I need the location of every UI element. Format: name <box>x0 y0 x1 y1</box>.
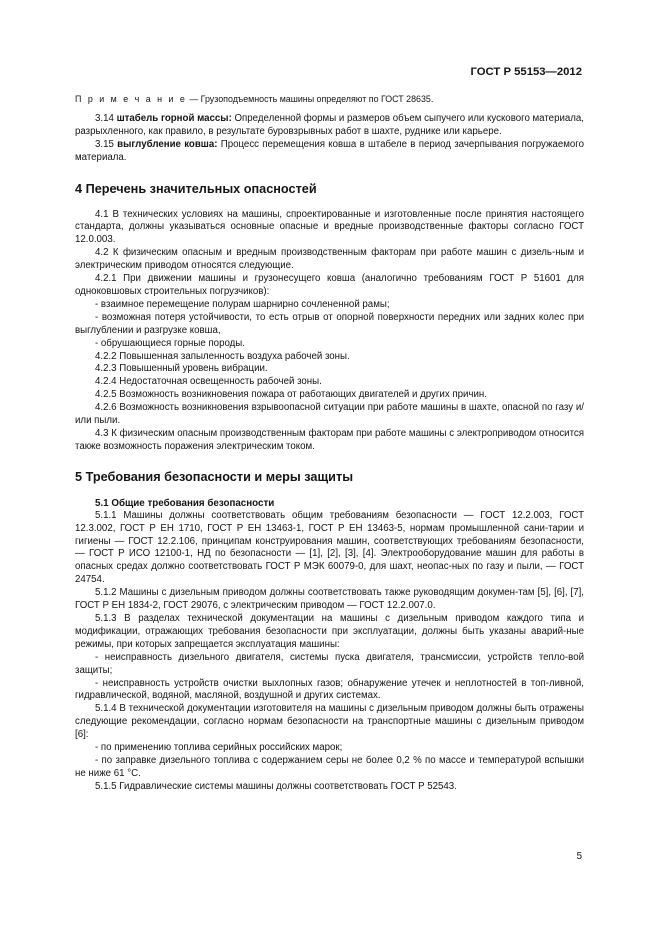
para-4-2-5: 4.2.5 Возможность возникновения пожара от работающих двигателей и других причин. <box>95 389 487 401</box>
bullet-item: - по заправке дизельного топлива с содержанием серы не более 0,2 % по массе и температурой вспышки не ниже 61 °С. <box>75 754 584 779</box>
document-header: ГОСТ Р 55153—2012 <box>470 66 582 78</box>
definition-term: выглубление ковша: <box>117 138 218 150</box>
bullet-item: - неисправность дизельного двигателя, системы пуска двигателя, трансмиссии, устройств тепло-вой защиты; <box>75 651 584 676</box>
para-5-1-4: 5.1.4 В технической документации изготовителя на машины с дизельным приводом должны быть отражены следующие рекомендации, согласно нормам безопасности на транспортные машины с дизельным приводом [6]: <box>75 703 584 741</box>
para-4-2-2: 4.2.2 Повышенная запыленность воздуха рабочей зоны. <box>95 350 350 362</box>
para-4-2-3: 4.2.3 Повышенный уровень вибрации. <box>95 363 268 375</box>
bullet-item: - возможная потеря устойчивости, то есть отрыв от опорной поверхности передних или задних колес при выглублении и разгрузке ковша, <box>75 311 584 336</box>
note <box>75 93 584 106</box>
para-5-1-3: 5.1.3 В разделах технической документации на машины с дизельным приводом каждого типа и модификации, отражающих требования безопасности при эксплуатации, должны быть указаны аварий-ные режимы, при которых запрещается эксплуатация машины: <box>75 613 584 650</box>
bullet-item: - неисправность устройств очистки выхлопных газов; обнаружение утечек и неплотностей в топ-ливной, гидравлической, водяной, масляной, воздушной и других системах. <box>75 677 584 702</box>
para-5-1-2: 5.1.2 Машины с дизельным приводом должны соответствовать также руководящим докумен-там [5], [6], [7], ГОСТ Р ЕН 1834-2, ГОСТ 29076, с электрическим приводом — ГОСТ 12.2.007.0. <box>75 587 584 612</box>
para-4-2-1: 4.2.1 При движении машины и грузонесущего ковша (аналогично требованиям ГОСТ Р 51601 для одноковшовых строительных погрузчиков): <box>75 273 584 297</box>
definition-3-14 <box>75 113 584 139</box>
bullet-item: - по применению топлива серийных российских марок; <box>95 742 343 754</box>
definition-number: 3.14 <box>95 112 114 124</box>
para-4-2: 4.2 К физическим опасным и вредным производственным факторам при работе машин с дизель-ным и электрическим приводом относятся следующие. <box>75 247 584 272</box>
para-4-1: 4.1 В технических условиях на машины, спроектированные и изготовленные после принятия настоящего стандарта, должны указываться основные опасные и вредные производственные факторы согласно ГОСТ 12.0.003. <box>75 208 584 246</box>
definition-text: Процесс перемещения ковша в штабеле в период зачерпывания погружаемого материала. <box>75 138 584 163</box>
definition-term: штабель горной массы: <box>116 112 232 124</box>
note-text: — Грузоподъемность машины определяют по ГОСТ 28635. <box>186 94 434 104</box>
page-content <box>75 93 584 794</box>
section-5-title: 5 Требования безопасности и меры защиты <box>75 469 354 484</box>
note-label: П р и м е ч а н и е <box>75 94 187 104</box>
para-4-2-4: 4.2.4 Недостаточная освещенность рабочей зоны. <box>95 376 322 388</box>
para-5-1-5: 5.1.5 Гидравлические системы машины должны соответствовать ГОСТ Р 52543. <box>95 780 457 792</box>
definition-number: 3.15 <box>95 138 114 150</box>
para-5-1-1: 5.1.1 Машины должны соответствовать общим требованиям безопасности — ГОСТ 12.2.003, ГОСТ 12.3.002, ГОСТ Р ЕН 1710, ГОСТ Р ЕН 13463-1, ГОСТ Р ЕН 13463-5, нормам промышленной сани-тарии и гигиены — ГОСТ 12.2.106, принципам конструирования машин, соответствующих требованиям безопасности, — ГОСТ Р ИСО 12100-1, НД по безопасности — [1], [2], [3], [4]. Электрооборудование машин для работы в опасных средах должно соответствовать ГОСТ Р МЭК 60079-0, для шахт, неопас-ных по газу и пыли, — ГОСТ 24754. <box>75 509 584 586</box>
para-4-3: 4.3 К физическим опасным производственным факторам при работе машины с электроприводом относится также возможность поражения электрическим током. <box>75 427 584 452</box>
subsection-5-1-title: 5.1 Общие требования безопасности <box>95 497 275 509</box>
para-4-2-6: 4.2.6 Возможность возникновения взрывоопасной ситуации при работе машины в шахте, опасной по газу и/или пыли. <box>75 402 584 427</box>
page-number: 5 <box>576 851 582 862</box>
bullet-item: - взаимное перемещение полурам шарнирно сочлененной рамы; <box>95 298 390 310</box>
definition-3-15 <box>75 139 584 165</box>
definition-text: Определенной формы и размеров объем сыпучего или кускового материала, разрыхленного, как правило, в результате буровзрывных работ в шахте, руднике или карьере. <box>75 112 584 137</box>
bullet-item: - обрушающиеся горные породы. <box>95 337 245 349</box>
section-4-title: 4 Перечень значительных опасностей <box>75 181 317 196</box>
